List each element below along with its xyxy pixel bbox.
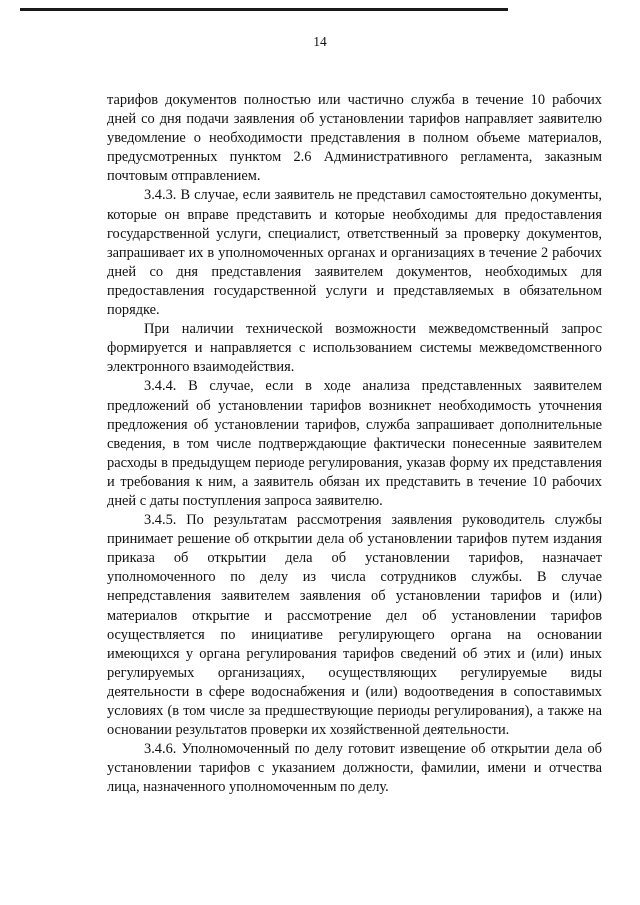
header-rule: [20, 8, 508, 11]
paragraph-3-4-3: 3.4.3. В случае, если заявитель не представил самостоятельно документы, которые он вправе представить и которые необходимы для предоставления государственной услуги, специалист, ответственный за проверку документов, запрашивает их в уполномоченных органах и организациях в течение 2 рабочих дней со дня представления заявителем документов, необходимых для предоставления государственной услуги и представляемых в обязательном порядке.: [107, 187, 602, 319]
paragraph-3-4-6: 3.4.6. Уполномоченный по делу готовит извещение об открытии дела об установлении тарифов с указанием должности, фамилии, имени и отчества лица, назначенного уполномоченным по делу.: [107, 741, 602, 796]
paragraph-continuation: тарифов документов полностью или частично служба в течение 10 рабочих дней со дня подачи заявления об установлении тарифов направляет заявителю уведомление о необходимости представления в полном объеме материалов, предусмотренных пунктом 2.6 Административного регламента, заказным почтовым отправлением.: [107, 92, 602, 185]
paragraph-interagency-request: При наличии технической возможности межведомственный запрос формируется и направляется с использованием системы межведомственного электронного взаимодействия.: [107, 321, 602, 376]
document-body: [107, 91, 602, 797]
paragraph-3-4-5: 3.4.5. По результатам рассмотрения заявления руководитель службы принимает решение об открытии дела об установлении тарифов путем издания приказа об открытии дела об установлении тарифов, назначает уполномоченного по делу из числа сотрудников службы. В случае непредставления заявителем заявления об установлении тарифов и (или) материалов открытие и рассмотрение дел об установлении тарифов осуществляется по инициативе регулирующего органа на основании имеющихся у органа регулирования тарифов сведений об этих и (или) иных регулируемых организациях, осуществляющих регулируемые виды деятельности в сфере водоснабжения и (или) водоотведения в сопоставимых условиях (в том числе за предшествующие периоды регулирования), а также на основании результатов проверки их хозяйственной деятельности.: [107, 512, 602, 739]
page-number: 14: [313, 34, 327, 49]
paragraph-3-4-4: 3.4.4. В случае, если в ходе анализа представленных заявителем предложений об установлении тарифов возникнет необходимость уточнения предложения об установлении тарифов, служба запрашивает дополнительные сведения, в том числе подтверждающие фактически понесенные заявителем расходы в предыдущем периоде регулирования, указав форму их представления и требования к ним, а заявитель обязан их представить в течение 10 рабочих дней с даты поступления запроса заявителю.: [107, 378, 602, 509]
